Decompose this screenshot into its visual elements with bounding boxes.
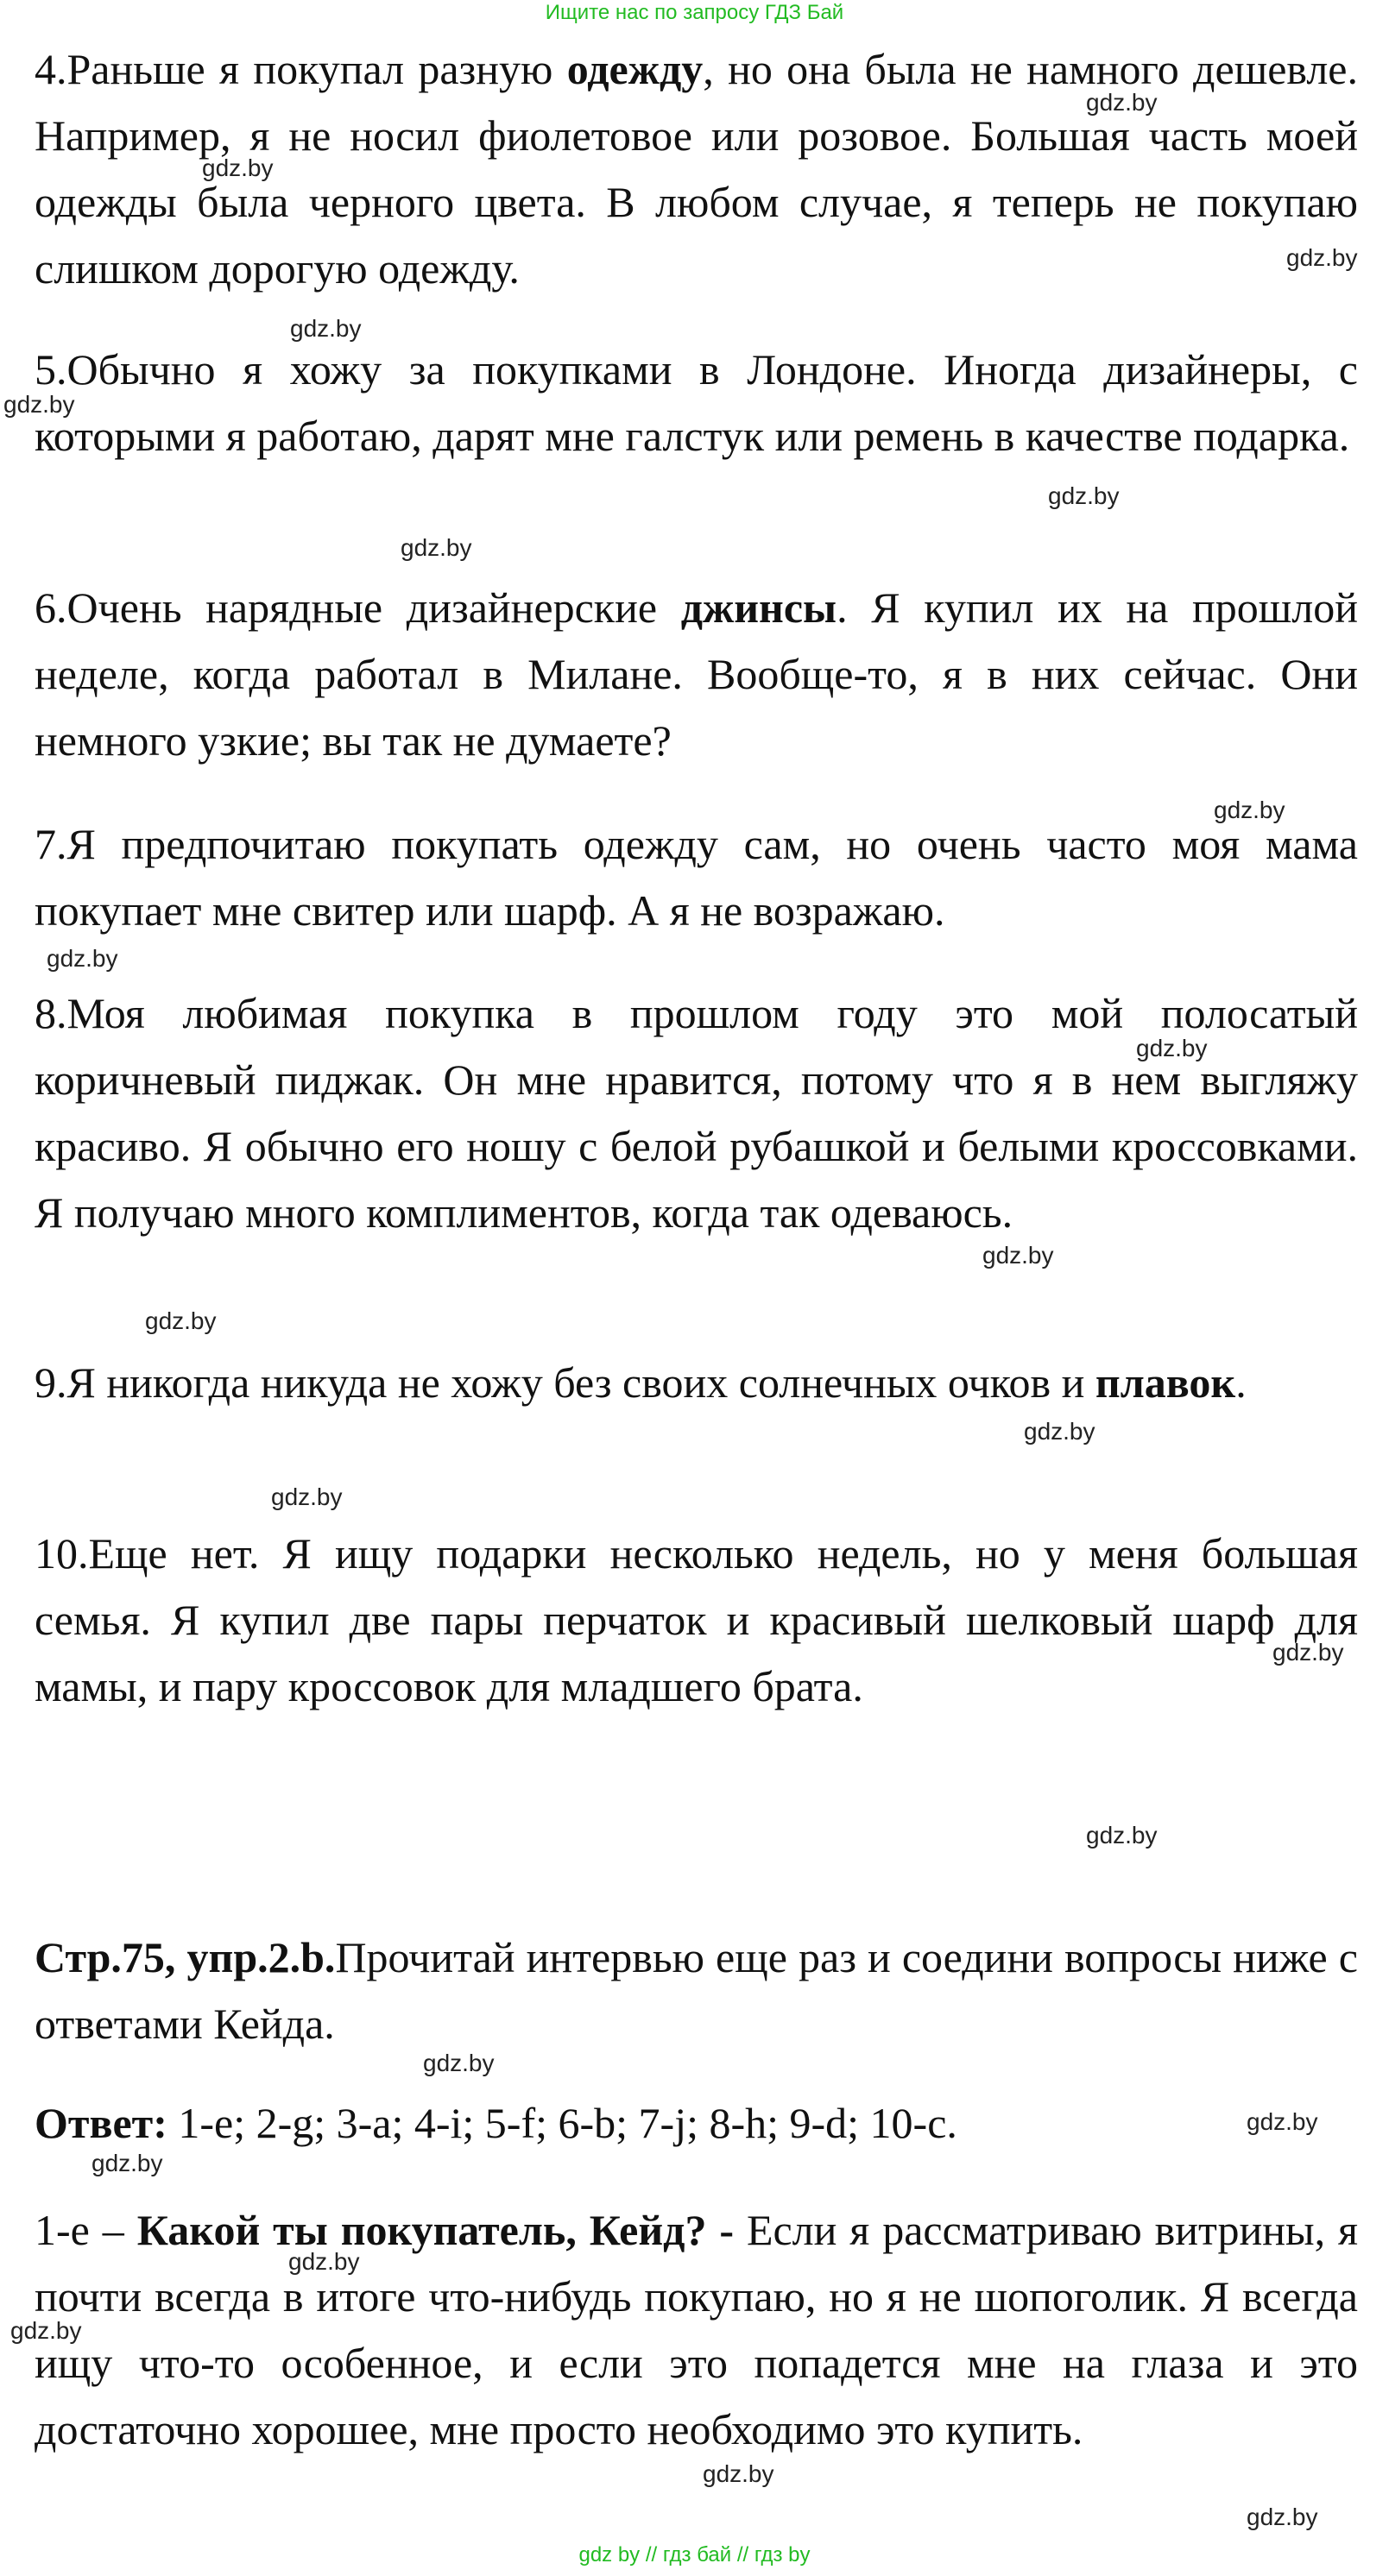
watermark-text: gdz.by bbox=[1024, 1418, 1095, 1445]
watermark-text: gdz.by bbox=[145, 1307, 217, 1334]
watermark-text: gdz.by bbox=[401, 534, 472, 561]
paragraph-6-text-b: . Я купил их на прошлой неделе, когда работал в Милане. Вообще-то, я в них сейчас. Они немного узкие; вы так не думаете? bbox=[35, 583, 1358, 765]
paragraph-4-text-a: 4.Раньше я покупал разную bbox=[35, 45, 567, 93]
task-reference: Стр.75, упр.2.b. bbox=[35, 1933, 336, 1981]
paragraph-5: 5.Обычно я хожу за покупками в Лондоне. Иногда дизайнеры, с которыми я работаю, дарят мне галстук или ремень в качестве подарка. bbox=[35, 345, 1358, 460]
watermark-text: gdz.by bbox=[982, 1242, 1054, 1269]
paragraph-4-text-b: , но она была не намного дешевле. Например, я не носил фиолетовое или розовое. Большая часть моей одежды была черного цвета. В любом случае, я теперь не покупаю слишком дорогую одежду. bbox=[35, 45, 1358, 293]
task-text: Прочитай интервью еще раз и соедини вопросы ниже с ответами Кейда. bbox=[35, 1933, 1358, 2048]
watermark-text: gdz.by bbox=[47, 945, 118, 972]
footer-links[interactable]: gdz by // гдз бай // гдз by bbox=[578, 2543, 811, 2567]
watermark-text: gdz.by bbox=[1048, 482, 1120, 509]
watermark-text: gdz.by bbox=[1247, 2108, 1318, 2135]
watermark-text: gdz.by bbox=[423, 2050, 495, 2076]
watermark-text: gdz.by bbox=[1214, 797, 1285, 823]
watermark-text: gdz.by bbox=[703, 2460, 774, 2487]
watermark-text: gdz.by bbox=[3, 391, 75, 418]
watermark-text: gdz.by bbox=[1286, 244, 1358, 271]
answer-text: 1-e; 2-g; 3-a; 4-i; 5-f; 6-b; 7-j; 8-h; 9-d; 10-c. bbox=[167, 2099, 957, 2147]
watermark-text: gdz.by bbox=[1086, 89, 1158, 116]
paragraph-9-text-a: 9.Я никогда никуда не хожу без своих солнечных очков и bbox=[35, 1358, 1095, 1407]
watermark-text: gdz.by bbox=[1136, 1035, 1208, 1061]
watermark-text: gdz.by bbox=[202, 154, 274, 181]
answer-line bbox=[35, 2090, 1358, 2157]
watermark-text: gdz.by bbox=[288, 2248, 360, 2275]
paragraph-9-bold: плавок bbox=[1095, 1358, 1236, 1407]
question-1-text: Если я рассматриваю витрины, я почти всегда в итоге что-нибудь покупаю, но я не шопоголик. Я всегда ищу что-то особенное, и если это попадется мне на глаза и это достаточно хорошее, мне просто необходимо это купить. bbox=[35, 2206, 1358, 2453]
watermark-text: gdz.by bbox=[290, 315, 362, 342]
paragraph-9 bbox=[35, 1350, 1358, 1416]
paragraph-7: 7.Я предпочитаю покупать одежду сам, но очень часто моя мама покупает мне свитер или шарф. А я не возражаю. bbox=[35, 820, 1358, 935]
paragraph-10: 10.Еще нет. Я ищу подарки несколько недель, но у меня большая семья. Я купил две пары перчаток и красивый шелковый шарф для мамы, и пару кроссовок для младшего брата. bbox=[35, 1529, 1358, 1710]
paragraph-6-text-a: 6.Очень нарядные дизайнерские bbox=[35, 583, 681, 632]
watermark-text: gdz.by bbox=[1086, 1822, 1158, 1849]
watermark-text: gdz.by bbox=[10, 2317, 82, 2344]
top-banner[interactable]: Ищите нас по запросу ГДЗ Бай bbox=[545, 1, 844, 24]
task-heading bbox=[35, 1924, 1358, 2057]
question-1-bold: Какой ты покупатель, Кейд? - bbox=[136, 2206, 735, 2254]
paragraph-9-text-b: . bbox=[1235, 1358, 1247, 1407]
watermark-text: gdz.by bbox=[1272, 1639, 1344, 1666]
paragraph-4-bold: одежду bbox=[566, 45, 704, 93]
watermark-text: gdz.by bbox=[92, 2150, 163, 2176]
question-1-paragraph bbox=[35, 2197, 1358, 2463]
watermark-text: gdz.by bbox=[271, 1483, 343, 1510]
paragraph-6-bold: джинсы bbox=[680, 583, 837, 632]
watermark-text: gdz.by bbox=[1247, 2504, 1318, 2530]
paragraph-6 bbox=[35, 575, 1358, 774]
question-1-prefix: 1-е – bbox=[35, 2206, 137, 2254]
answer-label: Ответ: bbox=[35, 2099, 167, 2147]
paragraph-8: 8.Моя любимая покупка в прошлом году это мой полосатый коричневый пиджак. Он мне нравится, потому что я в нем выгляжу красиво. Я обычно его ношу с белой рубашкой и белыми кроссовками. Я получаю много комплиментов, когда так одеваюсь. bbox=[35, 989, 1358, 1237]
